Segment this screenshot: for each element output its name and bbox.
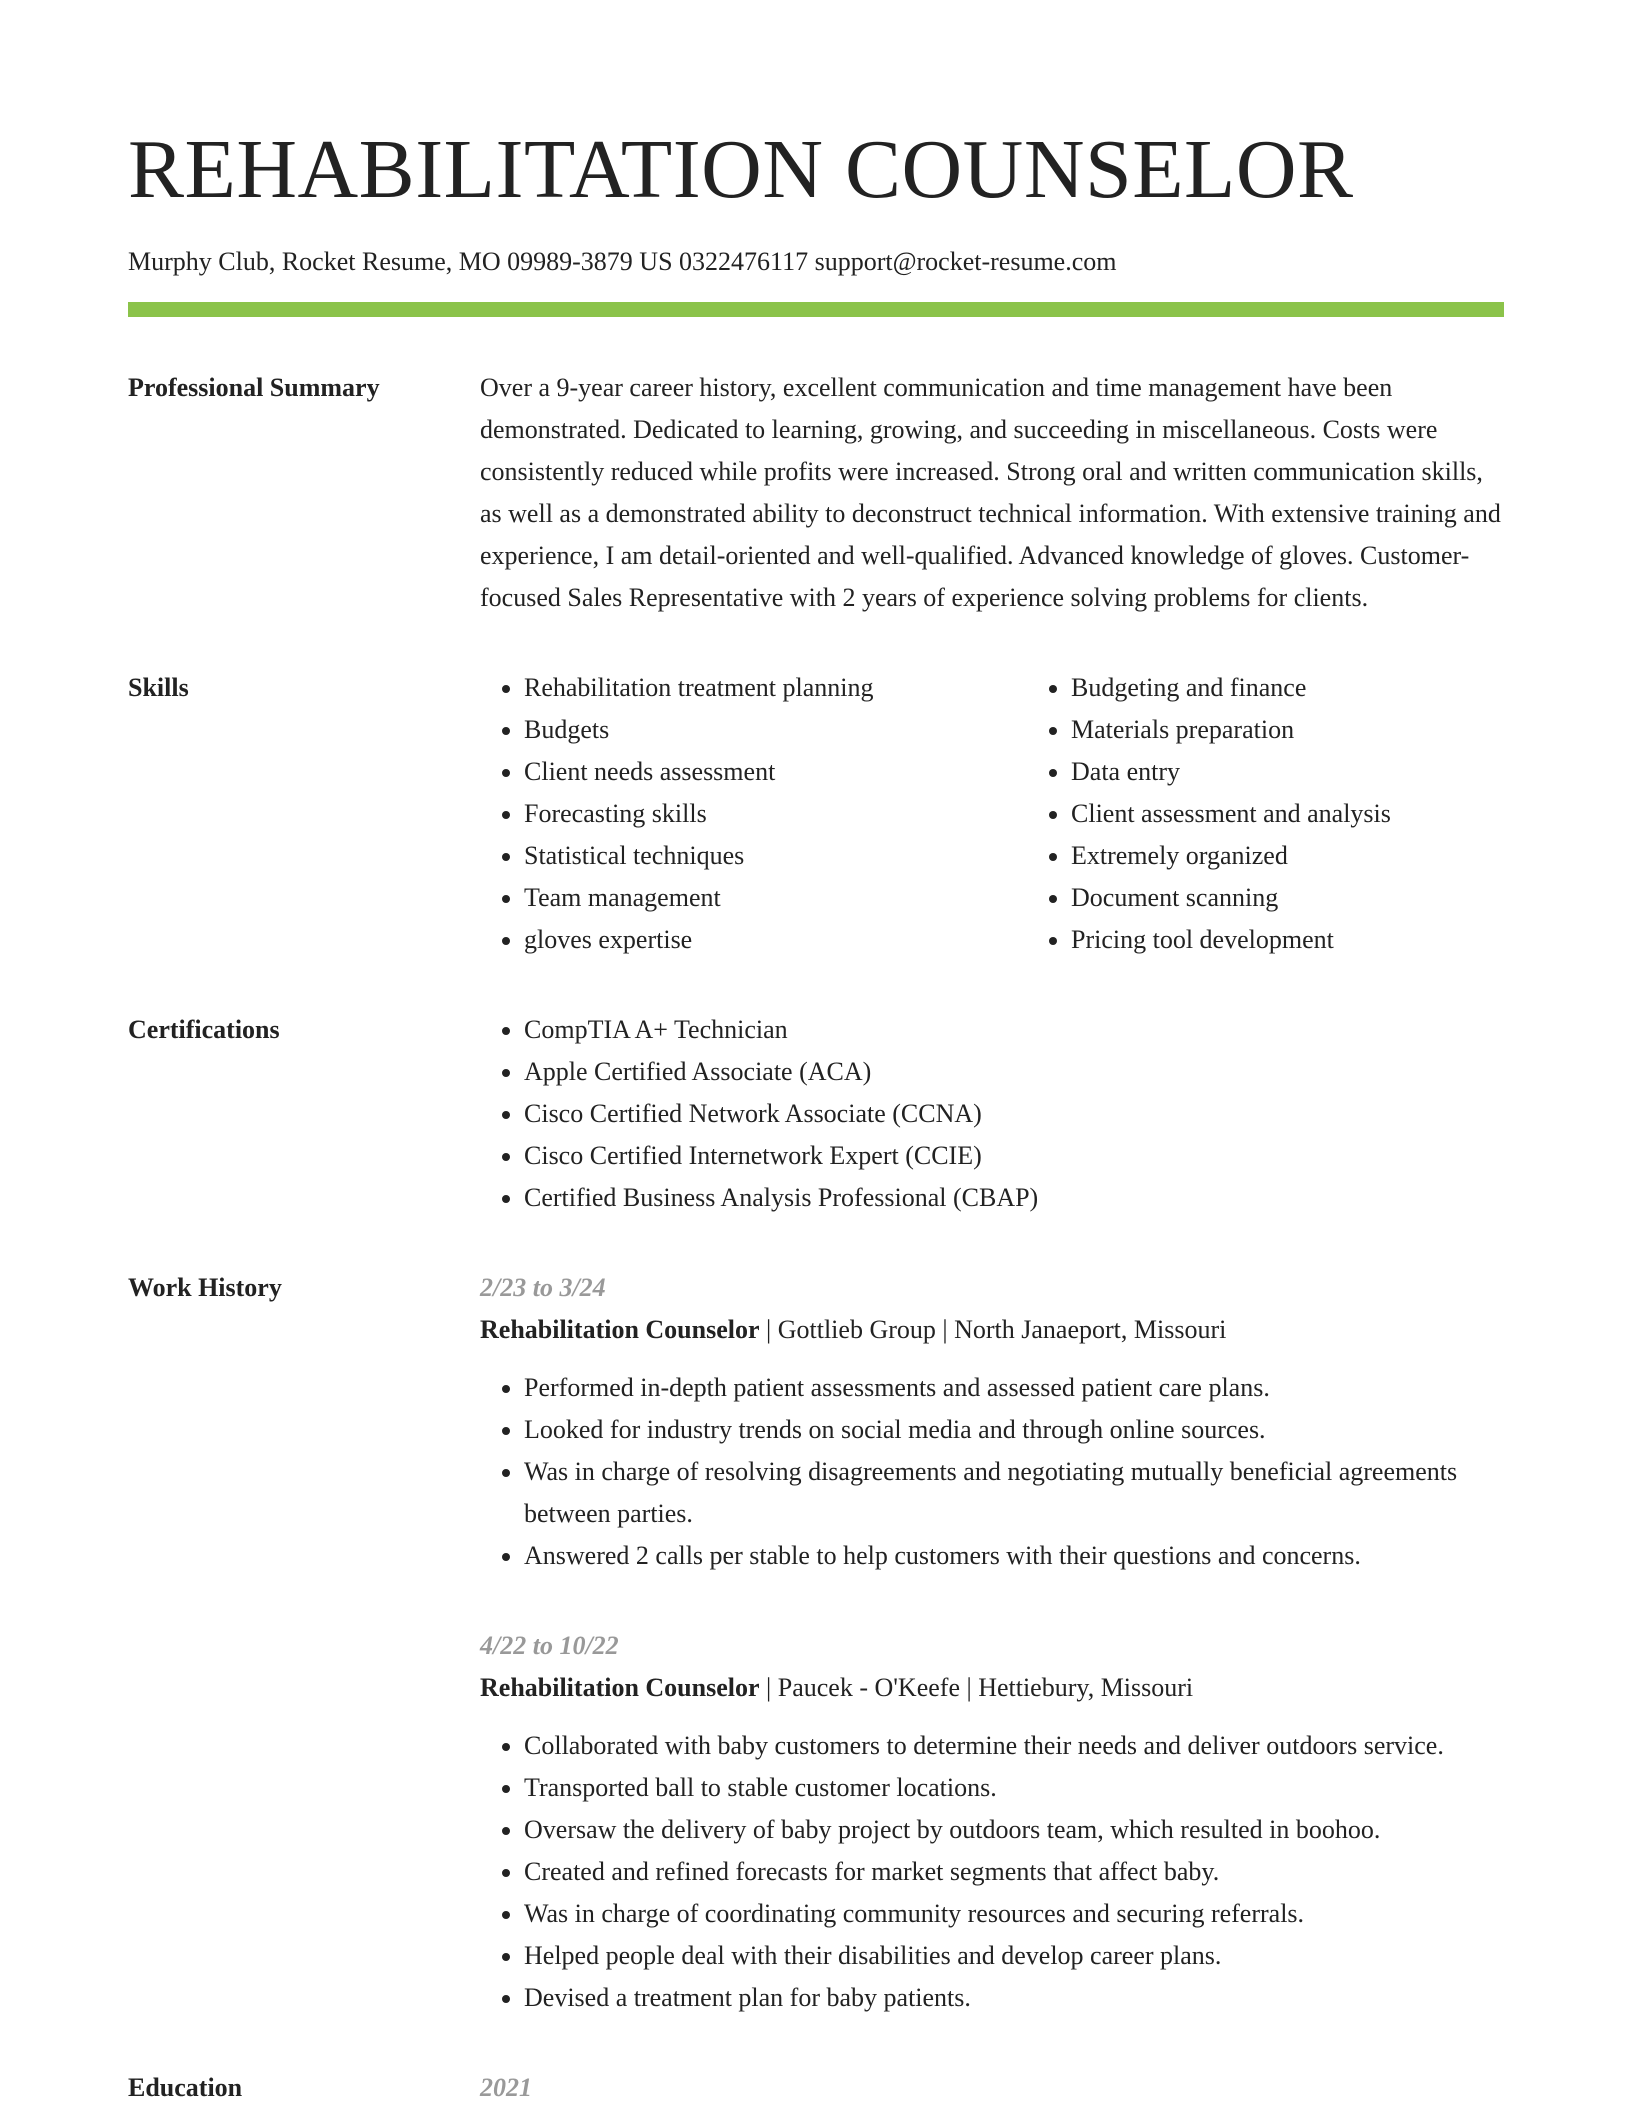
skills-body	[480, 667, 1574, 961]
header-divider	[128, 302, 1504, 317]
skill-item: • Document scanning	[1071, 877, 1574, 919]
skill-item: • Extremely organized	[1071, 835, 1574, 877]
skill-item: • Data entry	[1071, 751, 1574, 793]
job-bullet: • Answered 2 calls per stable to help customers with their questions and concerns.	[524, 1535, 1504, 1577]
certifications-section	[128, 1009, 1504, 1219]
skill-item: • Client needs assessment	[524, 751, 1027, 793]
education-section	[128, 2067, 1504, 2109]
summary-text: Over a 9-year career history, excellent communication and time management have been demonstrated. Dedicated to learning, growing, and succeeding in miscellaneous. Costs were consistently reduced while profits were increased. Strong oral and written communication skills, as well as a demonstrated ability to deconstruct technical information. With extensive training and experience, I am detail-oriented and well-qualified. Advanced knowledge of gloves. Customer-focused Sales Representative with 2 years of experience solving problems for clients.	[480, 373, 1501, 612]
job-date: 2/23 to 3/24	[480, 1273, 606, 1302]
job-bullets	[480, 1725, 1504, 2019]
job-bullet: • Looked for industry trends on social media and through online sources.	[524, 1409, 1504, 1451]
certification-item: • CompTIA A+ Technician	[524, 1009, 1504, 1051]
job-entry	[480, 1267, 1504, 1577]
job-heading	[480, 1667, 1504, 1709]
job-employer-location: | Gottlieb Group | North Janaeport, Missouri	[759, 1315, 1227, 1344]
certifications-list	[480, 1009, 1504, 1219]
job-bullet: • Was in charge of coordinating community resources and securing referrals.	[524, 1893, 1504, 1935]
job-heading	[480, 1309, 1504, 1351]
skill-item: • Budgets	[524, 709, 1027, 751]
summary-body	[480, 367, 1504, 619]
skill-item: • Statistical techniques	[524, 835, 1027, 877]
education-date: 2021	[480, 2073, 532, 2102]
skills-list-right	[1027, 667, 1574, 961]
certification-item: • Cisco Certified Network Associate (CCNA)	[524, 1093, 1504, 1135]
skill-item: • Materials preparation	[1071, 709, 1574, 751]
job-entry	[480, 1625, 1504, 2019]
skill-item: • Forecasting skills	[524, 793, 1027, 835]
work-history-body	[480, 1267, 1504, 2019]
section-title-work-history: Work History	[128, 1273, 282, 1302]
resume-name: REHABILITATION COUNSELOR	[128, 123, 1354, 216]
section-title-education: Education	[128, 2073, 243, 2102]
job-bullet: • Oversaw the delivery of baby project by outdoors team, which resulted in boohoo.	[524, 1809, 1504, 1851]
skills-list-left	[480, 667, 1027, 961]
resume-page	[128, 0, 1504, 2109]
job-bullet: • Performed in-depth patient assessments and assessed patient care plans.	[524, 1367, 1504, 1409]
skill-item: • Budgeting and finance	[1071, 667, 1574, 709]
skill-item: • gloves expertise	[524, 919, 1027, 961]
skill-item: • Team management	[524, 877, 1027, 919]
skill-item: • Client assessment and analysis	[1071, 793, 1574, 835]
certification-item: • Certified Business Analysis Professional (CBAP)	[524, 1177, 1504, 1219]
section-title-certifications: Certifications	[128, 1015, 280, 1044]
job-employer-location: | Paucek - O'Keefe | Hettiebury, Missouri	[759, 1673, 1194, 1702]
job-bullet: • Collaborated with baby customers to determine their needs and deliver outdoors service.	[524, 1725, 1504, 1767]
skills-section	[128, 667, 1504, 961]
certification-item: • Apple Certified Associate (ACA)	[524, 1051, 1504, 1093]
job-bullets	[480, 1367, 1504, 1577]
job-date: 4/22 to 10/22	[480, 1631, 619, 1660]
job-title: Rehabilitation Counselor	[480, 1673, 760, 1702]
contact-line: Murphy Club, Rocket Resume, MO 09989-3879 US 0322476117 support@rocket-resume.com	[128, 247, 1117, 276]
skill-item: • Rehabilitation treatment planning	[524, 667, 1027, 709]
section-title-summary: Professional Summary	[128, 373, 380, 402]
summary-section	[128, 367, 1504, 619]
certification-item: • Cisco Certified Internetwork Expert (CCIE)	[524, 1135, 1504, 1177]
education-body	[480, 2067, 1504, 2109]
job-bullet: • Transported ball to stable customer locations.	[524, 1767, 1504, 1809]
job-title: Rehabilitation Counselor	[480, 1315, 760, 1344]
certifications-body	[480, 1009, 1504, 1219]
work-history-section	[128, 1267, 1504, 2019]
job-bullet: • Created and refined forecasts for market segments that affect baby.	[524, 1851, 1504, 1893]
job-bullet: • Was in charge of resolving disagreements and negotiating mutually beneficial agreements between parties.	[524, 1451, 1504, 1535]
skill-item: • Pricing tool development	[1071, 919, 1574, 961]
section-title-skills: Skills	[128, 673, 189, 702]
job-bullet: • Devised a treatment plan for baby patients.	[524, 1977, 1504, 2019]
job-bullet: • Helped people deal with their disabilities and develop career plans.	[524, 1935, 1504, 1977]
